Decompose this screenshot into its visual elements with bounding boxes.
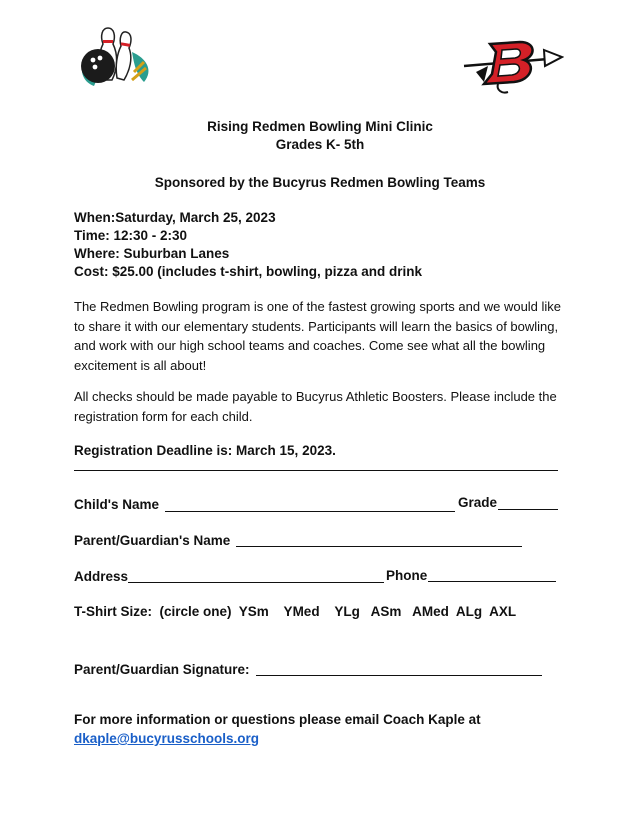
address-label: Address <box>74 569 129 584</box>
clinic-title: Rising Redmen Bowling Mini Clinic <box>207 119 433 134</box>
phone-label: Phone <box>386 568 428 583</box>
coach-email-link[interactable]: dkaple@bucyrusschools.org <box>74 731 259 746</box>
signature-field[interactable] <box>256 675 542 676</box>
registration-deadline: Registration Deadline is: March 15, 2023. <box>74 443 336 458</box>
child-name-label: Child's Name <box>74 497 159 512</box>
sponsor-line: Sponsored by the Bucyrus Redmen Bowling Teams <box>154 175 486 190</box>
grades-subtitle: Grades K- 5th <box>275 137 365 152</box>
event-cost: Cost: $25.00 (includes t-shirt, bowling, pizza and drink <box>74 264 423 279</box>
grade-field[interactable] <box>498 509 558 510</box>
event-time: Time: 12:30 - 2:30 <box>74 228 188 243</box>
payment-instructions: All checks should be made payable to Bucyrus Athletic Boosters. Please include the registration form for each child. <box>74 389 557 424</box>
signature-label: Parent/Guardian Signature: <box>74 662 250 677</box>
redmen-logo-icon <box>462 38 564 96</box>
program-description: The Redmen Bowling program is one of the fastest growing sports and we would like to share it with our elementary students. Participants will learn the basics of bowling, and work with our high school teams and coaches. Come see what all the bowling excitement is all about! <box>74 299 562 373</box>
contact-info: For more information or questions please email Coach Kaple at <box>74 712 481 727</box>
bowling-logo-icon <box>74 24 160 90</box>
event-when: When:Saturday, March 25, 2023 <box>74 210 276 225</box>
divider-line <box>74 470 558 471</box>
event-where: Where: Suburban Lanes <box>74 246 230 261</box>
address-field[interactable] <box>128 582 384 583</box>
parent-name-field[interactable] <box>236 546 522 547</box>
parent-name-label: Parent/Guardian's Name <box>74 533 231 548</box>
phone-field[interactable] <box>428 581 556 582</box>
grade-label: Grade <box>458 495 498 510</box>
tshirt-size-selector[interactable]: T-Shirt Size: (circle one) YSm YMed YLg ASm AMed ALg AXL <box>74 604 517 619</box>
child-name-field[interactable] <box>165 511 455 512</box>
